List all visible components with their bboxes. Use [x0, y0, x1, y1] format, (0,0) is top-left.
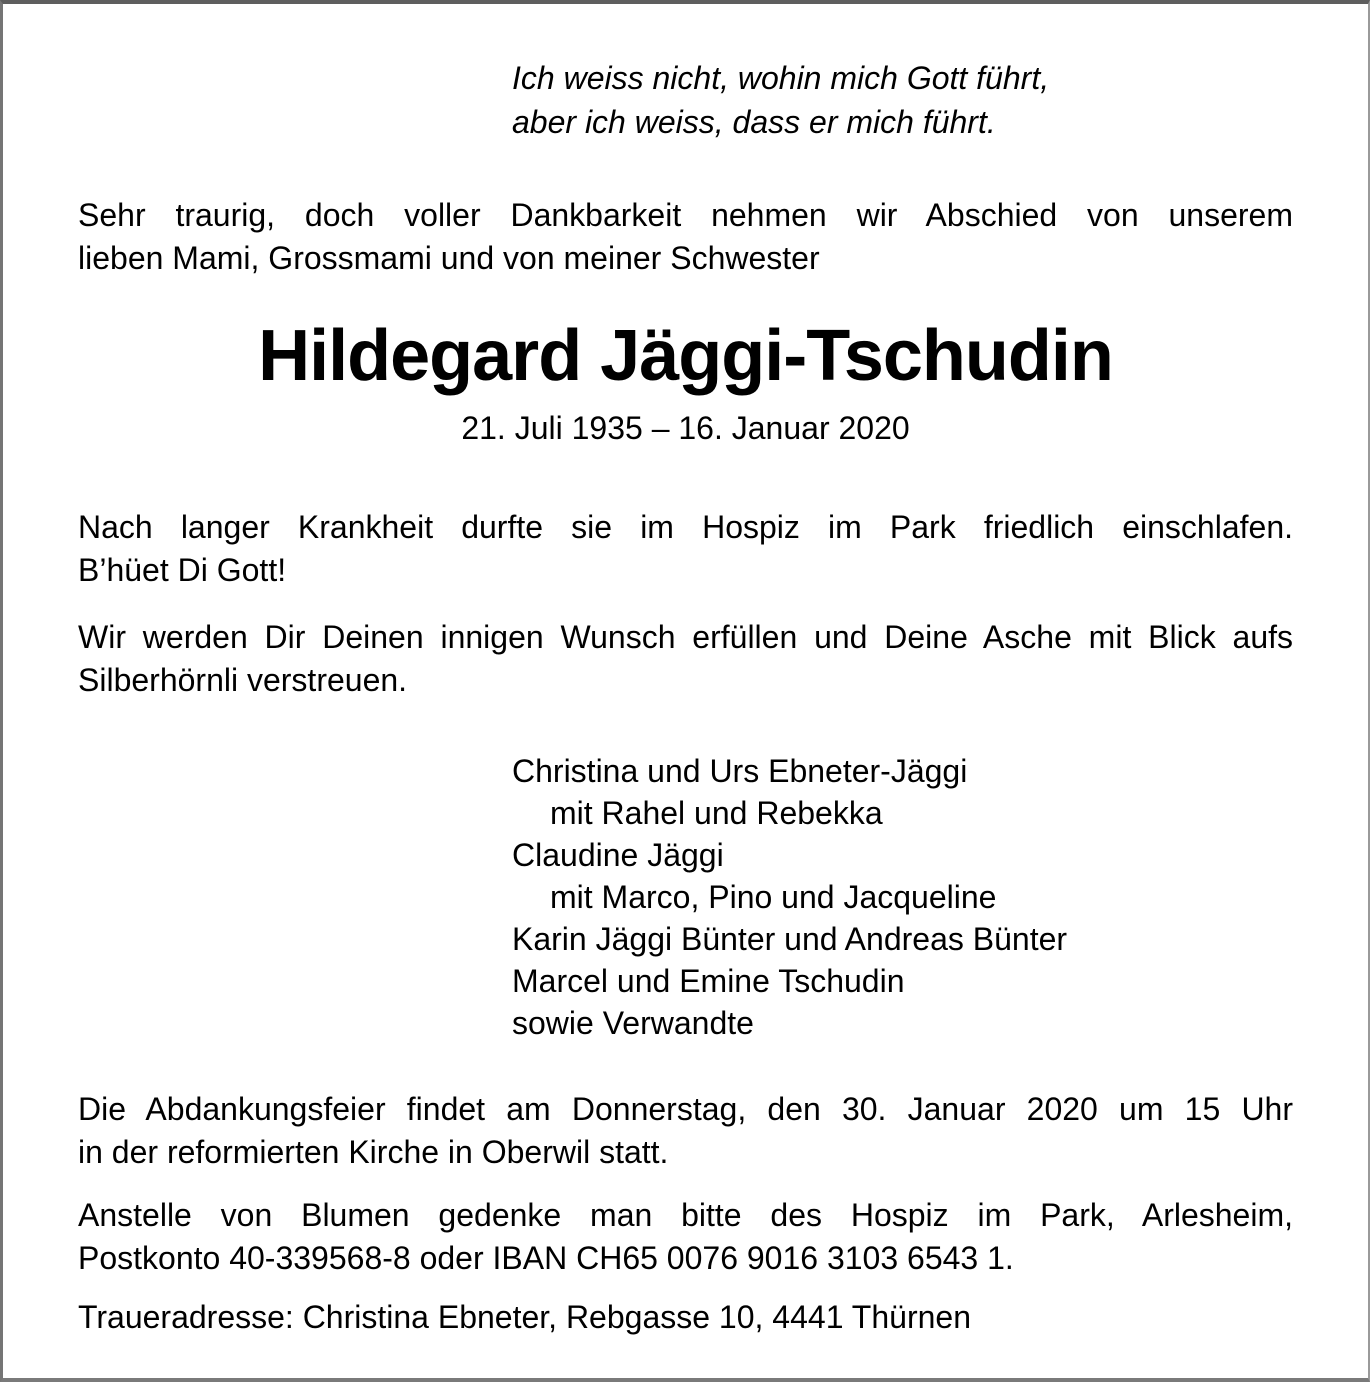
address-line: Traueradresse: Christina Ebneter, Rebgasse 10, 4441 Thürnen — [78, 1299, 971, 1335]
wish-paragraph — [78, 616, 1293, 702]
intro-line: lieben Mami, Grossmami und von meiner Schwester — [78, 240, 820, 276]
intro-paragraph — [78, 194, 1293, 280]
donation-line: Postkonto 40-339568-8 oder IBAN CH65 0076 9016 3103 6543 1. — [78, 1240, 1014, 1276]
service-line: Die Abdankungsfeier findet am Donnerstag, den 30. Januar 2020 um 15 Uhr — [78, 1091, 1293, 1127]
mourning-address — [78, 1296, 1293, 1339]
passing-paragraph — [78, 506, 1293, 592]
family-member: mit Marco, Pino und Jacqueline — [550, 879, 997, 915]
memorial-quote — [512, 56, 1293, 144]
family-member: Christina und Urs Ebneter-Jäggi — [512, 753, 968, 789]
service-paragraph — [78, 1088, 1293, 1174]
donation-paragraph — [78, 1194, 1293, 1280]
family-member: mit Rahel und Rebekka — [550, 795, 883, 831]
family-member: Marcel und Emine Tschudin — [512, 963, 905, 999]
intro-line: Sehr traurig, doch voller Dankbarkeit nehmen wir Abschied von unserem — [78, 197, 1293, 233]
passing-line: Nach langer Krankheit durfte sie im Hospiz im Park friedlich einschlafen. — [78, 509, 1293, 545]
life-dates: 21. Juli 1935 – 16. Januar 2020 — [461, 410, 910, 446]
deceased-name: Hildegard Jäggi-Tschudin — [258, 316, 1113, 396]
family-member: Claudine Jäggi — [512, 837, 724, 873]
family-member: Karin Jäggi Bünter und Andreas Bünter — [512, 921, 1068, 957]
quote-line: Ich weiss nicht, wohin mich Gott führt, — [512, 60, 1050, 96]
service-line: in der reformierten Kirche in Oberwil statt. — [78, 1134, 669, 1170]
quote-line: aber ich weiss, dass er mich führt. — [512, 104, 996, 140]
family-member: sowie Verwandte — [512, 1005, 754, 1041]
wish-line: Silberhörnli verstreuen. — [78, 662, 408, 698]
passing-line: B’hüet Di Gott! — [78, 552, 287, 588]
donation-line: Anstelle von Blumen gedenke man bitte des Hospiz im Park, Arlesheim, — [78, 1197, 1293, 1233]
wish-line: Wir werden Dir Deinen innigen Wunsch erfüllen und Deine Asche mit Blick aufs — [78, 619, 1293, 655]
family-list — [512, 750, 1293, 1044]
